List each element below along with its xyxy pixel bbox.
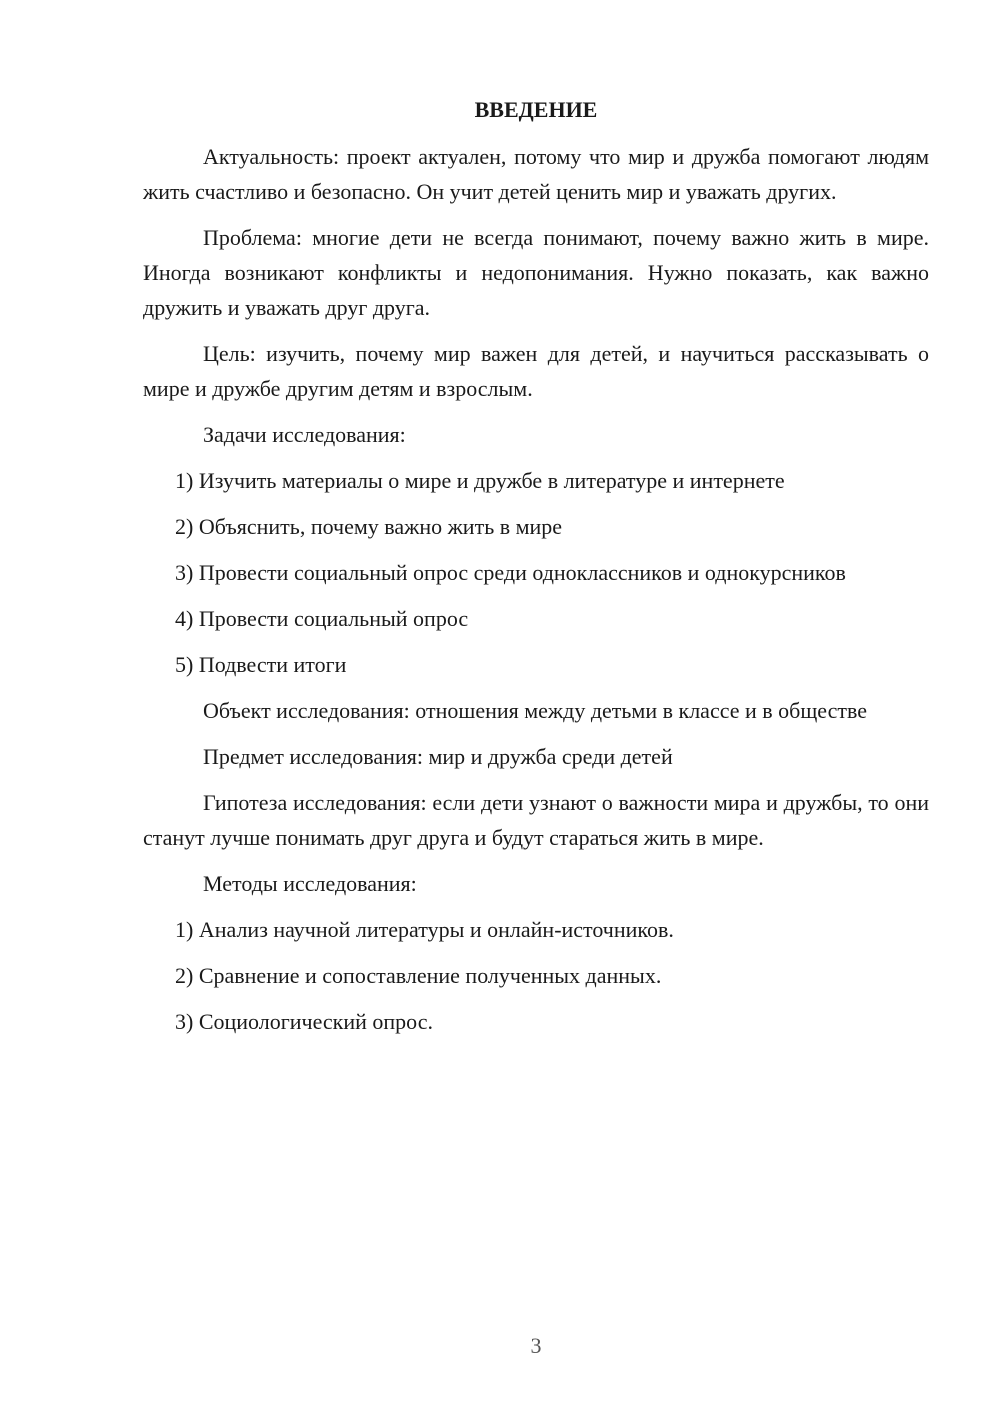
object-paragraph: Объект исследования: отношения между детьми в классе и в обществе [203, 698, 868, 723]
task-item: 5) Подвести итоги [175, 652, 347, 677]
tasks-heading: Задачи исследования: [203, 422, 406, 447]
methods-heading: Методы исследования: [203, 871, 417, 896]
goal-paragraph: Цель: изучить, почему мир важен для детей, и научиться рассказывать о мире и дружбе другим детям и взрослым. [143, 341, 929, 401]
task-item: 1) Изучить материалы о мире и дружбе в литературе и интернете [175, 468, 785, 493]
page-content [143, 92, 929, 1050]
method-item: 2) Сравнение и сопоставление полученных данных. [175, 963, 662, 988]
task-item: 2) Объяснить, почему важно жить в мире [175, 514, 563, 539]
task-item: 3) Провести социальный опрос среди одноклассников и однокурсников [175, 560, 846, 585]
method-item: 3) Социологический опрос. [175, 1009, 433, 1034]
task-item: 4) Провести социальный опрос [175, 606, 469, 631]
section-title: ВВЕДЕНИЕ [474, 97, 598, 122]
hypothesis-paragraph: Гипотеза исследования: если дети узнают о важности мира и дружбы, то они станут лучше понимать друг друга и будут стараться жить в мире. [143, 790, 929, 850]
page-number: 3 [530, 1333, 542, 1358]
method-item: 1) Анализ научной литературы и онлайн-источников. [175, 917, 674, 942]
subject-paragraph: Предмет исследования: мир и дружба среди детей [203, 744, 673, 769]
problem-paragraph: Проблема: многие дети не всегда понимают, почему важно жить в мире. Иногда возникают конфликты и недопонимания. Нужно показать, как важно дружить и уважать друг друга. [143, 225, 929, 320]
relevance-paragraph: Актуальность: проект актуален, потому что мир и дружба помогают людям жить счастливо и безопасно. Он учит детей ценить мир и уважать других. [143, 144, 929, 204]
